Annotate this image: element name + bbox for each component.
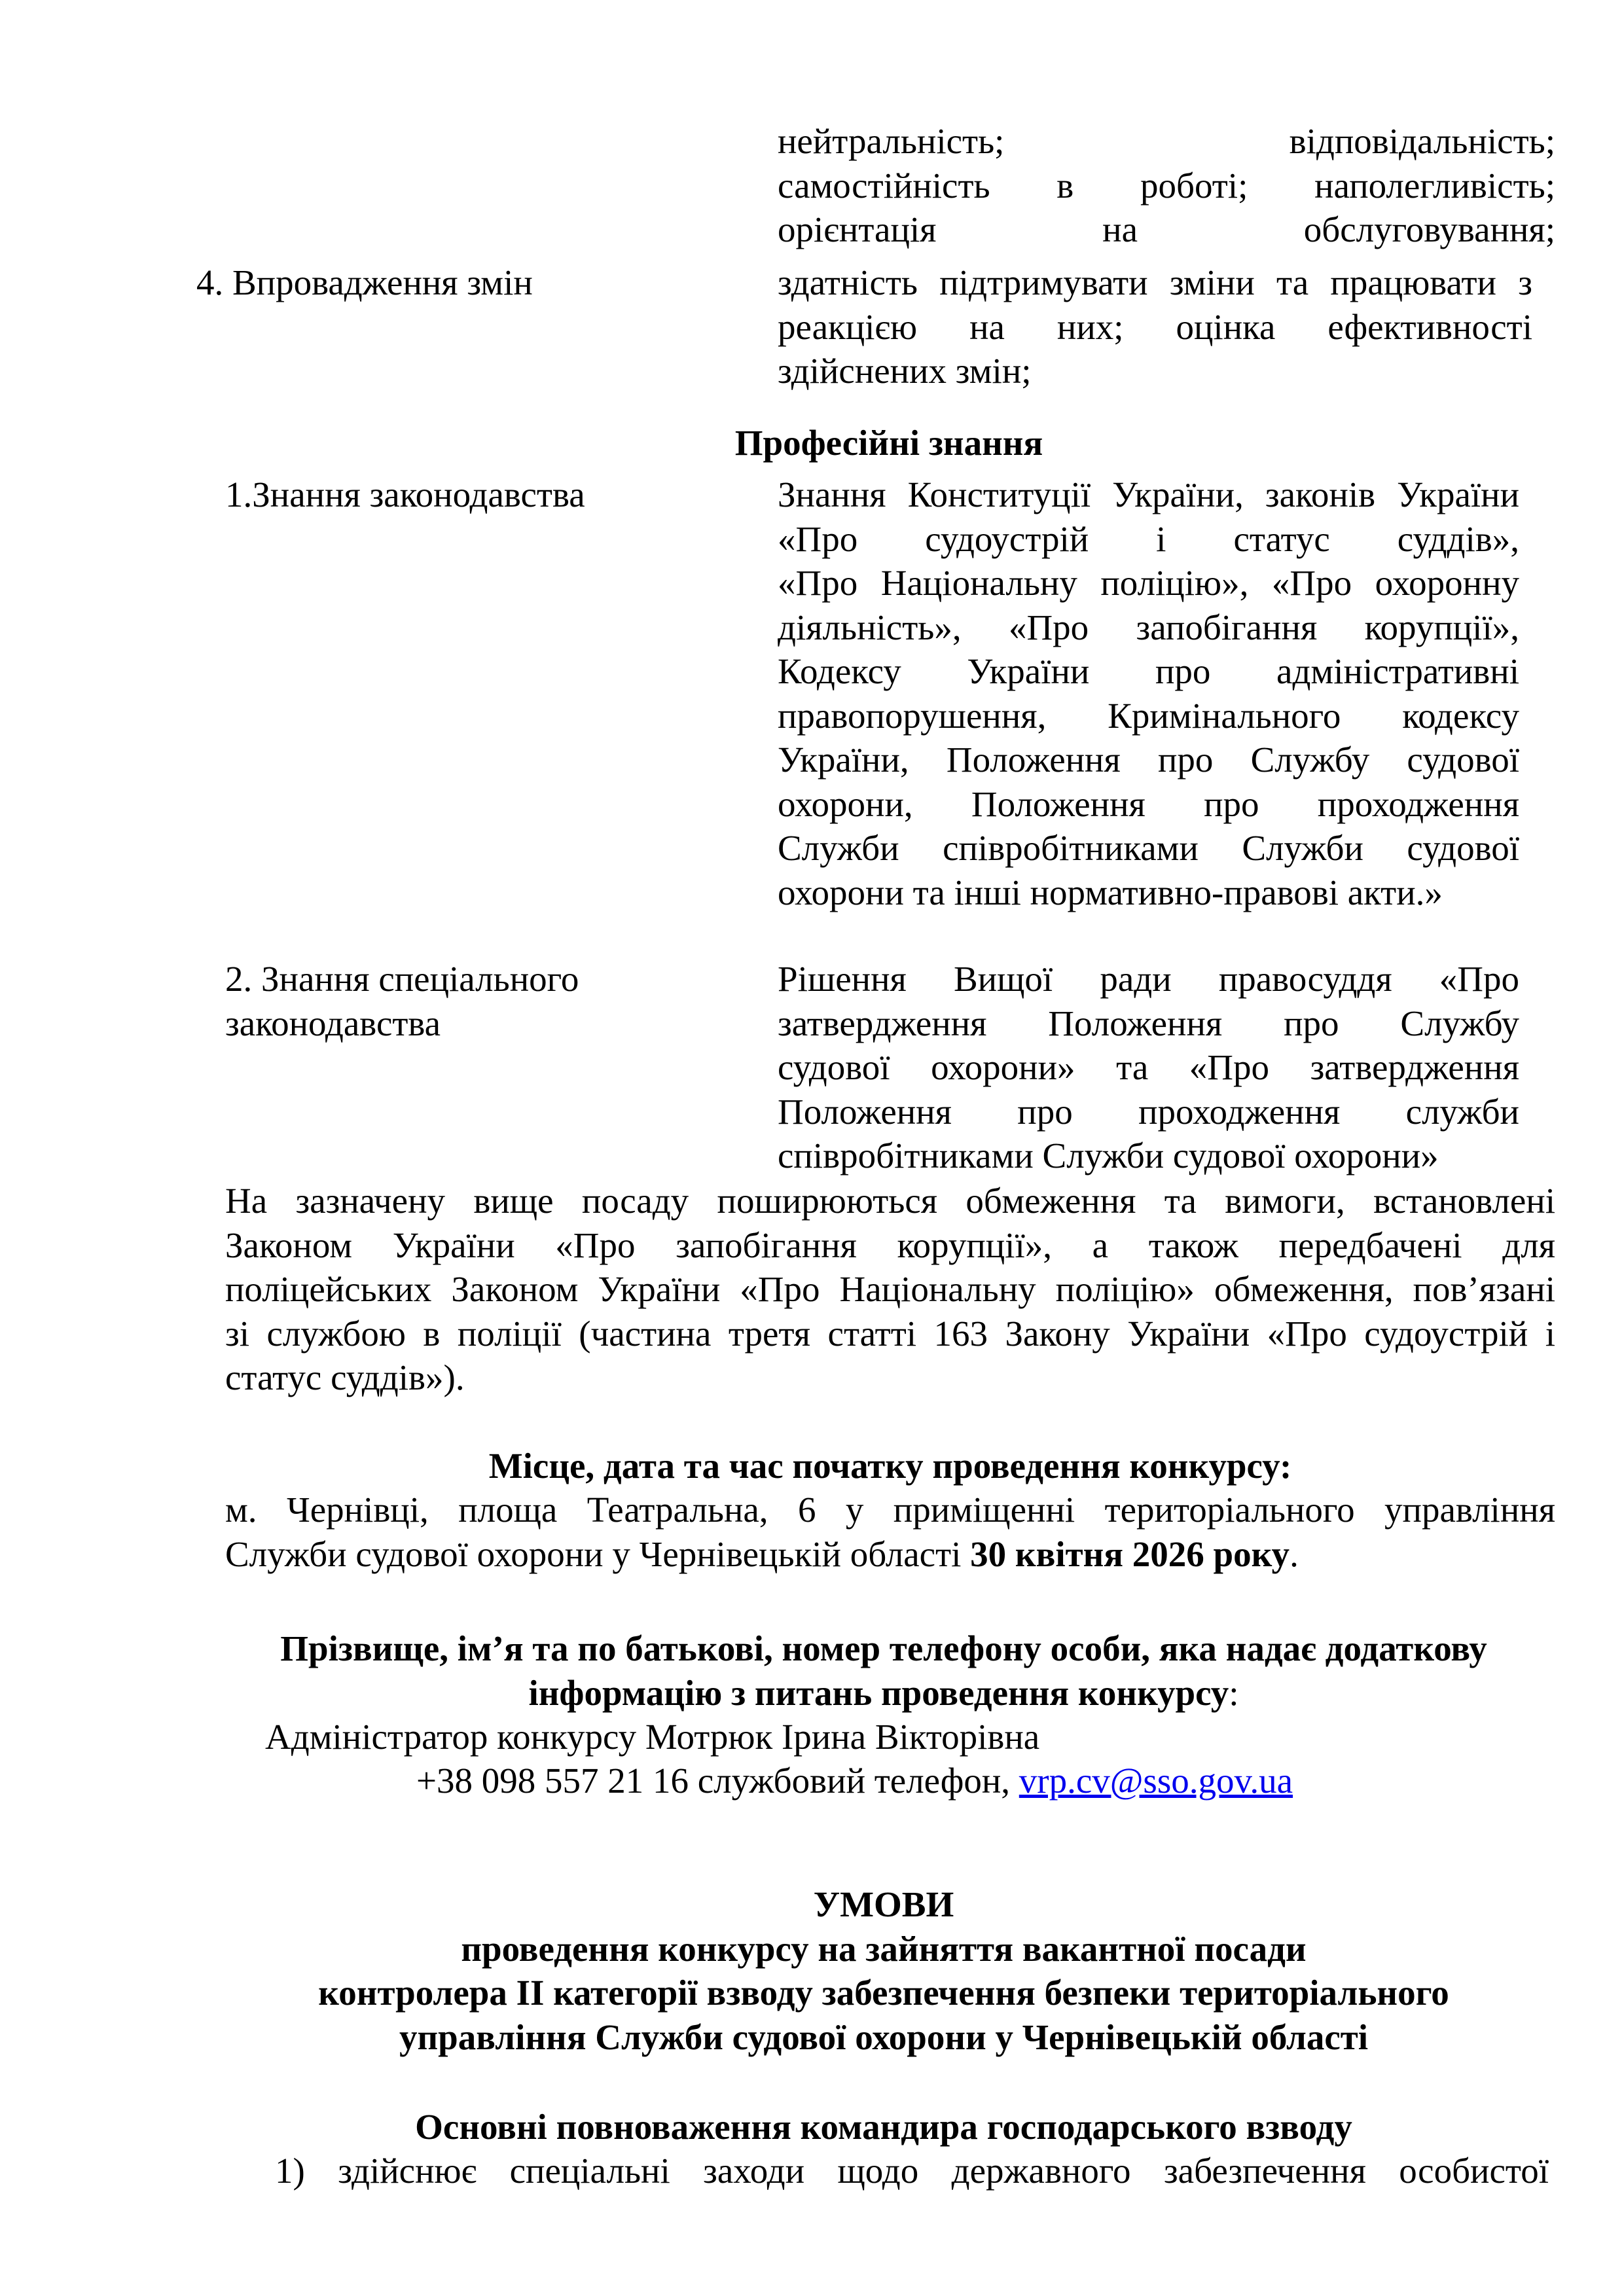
text-line: правопорушення, Кримінального кодексу: [778, 695, 1519, 736]
text-line: [196, 1671, 1571, 1715]
text-line: Служби співробітниками Служби судової: [778, 828, 1519, 868]
text-line: затвердження Положення про Службу: [778, 1003, 1519, 1043]
text-line: [225, 1532, 1555, 1577]
text-line: управління Служби судової охорони у Чернівецькій області: [399, 2017, 1369, 2057]
text-line: На зазначену вище посаду поширюються обмеження та вимоги, встановлені: [225, 1181, 1555, 1221]
text-line: здійснених змін;: [778, 351, 1032, 391]
contact-phone-line: [416, 1759, 1293, 1803]
text-line: співробітниками Служби судової охорони»: [778, 1136, 1439, 1175]
knowledge-label-legislation: 1.Знання законодавства: [225, 475, 585, 514]
text-line: Законом України «Про запобігання корупції», а також передбачені для: [225, 1225, 1555, 1265]
text-line: орієнтація на обслуговування;: [778, 209, 1555, 249]
text-line: діяльність», «Про запобігання корупції»,: [778, 607, 1519, 647]
duties-heading: Основні повноваження командира господарського взводу: [415, 2107, 1352, 2147]
competencies-continuation: [778, 119, 1555, 252]
text-line: законодавства: [225, 1003, 441, 1043]
text-line: судової охорони» та «Про затвердження: [778, 1047, 1519, 1087]
knowledge-description-special: [778, 957, 1519, 1178]
change-mgmt-label: 4. Впровадження змін: [196, 262, 533, 302]
text-line: Рішення Вищої ради правосуддя «Про: [778, 959, 1519, 999]
text-line: реакцією на них; оцінка ефективності: [778, 306, 1532, 347]
text-line: самостійність в роботі; наполегливість;: [778, 165, 1555, 206]
knowledge-description-legislation: [778, 473, 1519, 914]
prof-knowledge-heading: Професійні знання: [734, 423, 1043, 463]
text-line: Знання Конституції України, законів України: [778, 475, 1519, 514]
text-line: статус суддів»).: [225, 1357, 465, 1397]
text-line: «Про судоустрій і статус суддів»,: [778, 518, 1519, 559]
text-line: зі службою в поліції (частина третя статті 163 Закону України «Про судоустрій і: [225, 1313, 1555, 1354]
conditions-title: УМОВИ: [813, 1884, 954, 1924]
colon: :: [1229, 1672, 1239, 1713]
contact-admin: Адміністратор конкурсу Мотрюк Ірина Вікторівна: [265, 1717, 1040, 1757]
text-line: Положення про проходження служби: [778, 1091, 1519, 1132]
text-line: 2. Знання спеціального: [225, 959, 579, 999]
heading-text: інформацію з питань проведення конкурсу: [528, 1672, 1229, 1713]
text-line: Кодексу України про адміністративні: [778, 651, 1519, 691]
change-mgmt-description: [778, 260, 1532, 393]
email-link[interactable]: vrp.cv@sso.gov.ua: [1019, 1761, 1293, 1801]
venue-heading: Місце, дата та час початку проведення конкурсу:: [488, 1446, 1292, 1486]
text-line: нейтральність; відповідальність;: [778, 121, 1555, 161]
duty-item-1: [275, 2149, 1549, 2193]
period: .: [1290, 1534, 1299, 1574]
venue-paragraph: [225, 1488, 1555, 1576]
text-line: Прізвище, ім’я та по батькові, номер телефону особи, яка надає додаткову: [280, 1628, 1487, 1668]
text-line: м. Чернівці, площа Театральна, 6 у приміщенні територіального управління: [225, 1490, 1555, 1530]
text-line: «Про Національну поліцію», «Про охоронну: [778, 563, 1519, 603]
text-line: охорони та інші нормативно-правові акти.»: [778, 872, 1443, 912]
text-line: України, Положення про Службу судової: [778, 740, 1519, 780]
text-line: 1) здійснює спеціальні заходи щодо державного забезпечення особистої: [275, 2151, 1549, 2191]
competition-date: 30 квітня 2026 року: [970, 1534, 1290, 1574]
conditions-heading: [196, 1882, 1571, 2059]
venue-location-text: Служби судової охорони у Чернівецькій області: [225, 1534, 971, 1574]
text-line: контролера ІІ категорії взводу забезпечення безпеки територіального: [318, 1973, 1449, 2013]
knowledge-label-special: [225, 957, 579, 1045]
text-line: охорони, Положення про проходження: [778, 783, 1519, 824]
restrictions-paragraph: [225, 1179, 1555, 1400]
text-line: здатність підтримувати зміни та працювати з: [778, 262, 1532, 302]
contact-heading: [196, 1626, 1571, 1715]
text-line: проведення конкурсу на зайняття вакантної посади: [461, 1928, 1307, 1969]
text-line: поліцейських Законом України «Про Національну поліцію» обмеження, пов’язані: [225, 1269, 1555, 1309]
phone-text: +38 098 557 21 16 службовий телефон,: [416, 1761, 1019, 1801]
